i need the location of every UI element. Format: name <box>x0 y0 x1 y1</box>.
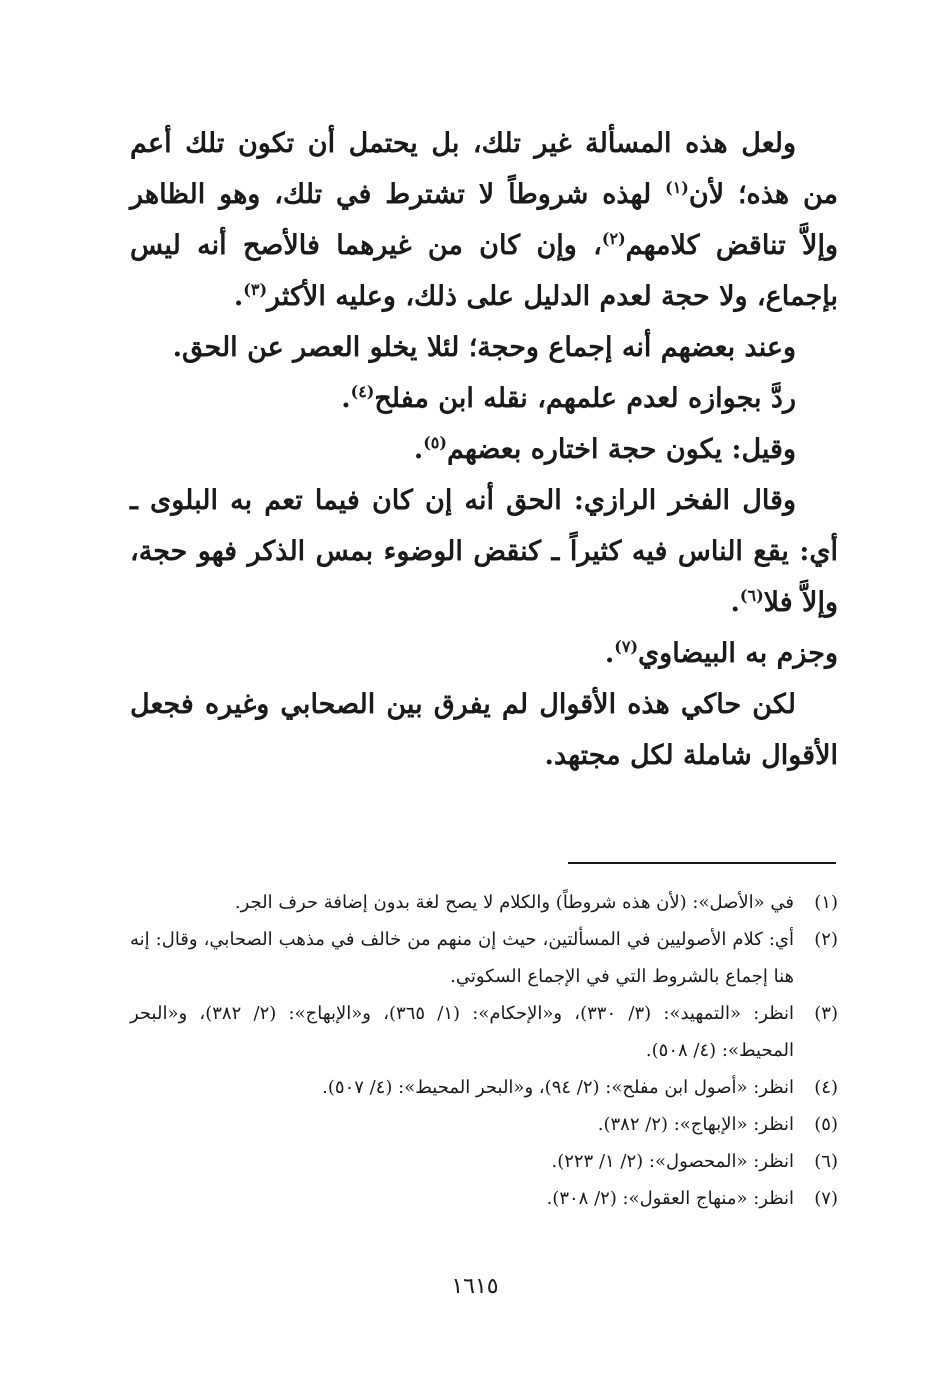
footnote-text: أي: كلام الأصوليين في المسألتين، حيث إن منهم من خالف في مذهب الصحابي، وقال: إنه هنا إجماع بالشروط التي في الإجماع السكوتي. <box>130 929 794 987</box>
footnote-number: (٧) <box>814 1188 838 1209</box>
footnote-ref-5: (٥) <box>423 433 447 452</box>
paragraph-6 <box>130 628 838 679</box>
footnote-ref-3: (٣) <box>243 280 268 299</box>
footnote-text: في «الأصل»: (لأن هذه شروطاً) والكلام لا يصح لغة بدون إضافة حرف الجر. <box>234 892 794 913</box>
footnote-ref-1: (١) <box>665 178 689 197</box>
paragraph-3-end: . <box>341 383 351 414</box>
paragraph-2: وعند بعضهم أنه إجماع وحجة؛ لئلا يخلو العصر عن الحق. <box>172 332 796 363</box>
paragraph-3-text: ردَّ بجوازه لعدم علمهم، نقله ابن مفلح <box>374 383 796 414</box>
paragraph-5 <box>130 475 838 628</box>
paragraph-1-part-1: ولعل هذه المسألة غير تلك، بل يحتمل أن تكون تلك أعم من هذه؛ لأن <box>130 128 838 210</box>
paragraph-4-text: وقيل: يكون حجة اختاره بعضهم <box>446 434 796 465</box>
paragraph-4 <box>130 424 838 475</box>
paragraph-6-text: وجزم به البيضاوي <box>638 638 838 669</box>
footnote-ref-4: (٤) <box>350 382 375 401</box>
paragraph-1-part-3: ، وإن كان من غيرهما فالأصح أنه ليس بإجماع، ولا حجة لعدم الدليل على ذلك، وعليه الأكثر <box>130 230 838 312</box>
footnote-number: (٥) <box>814 1114 838 1135</box>
footnote-ref-2: (٢) <box>601 229 626 248</box>
paragraph-6-end: . <box>604 638 615 669</box>
footnote-number: (٤) <box>814 1077 838 1098</box>
footnote-number: (٦) <box>814 1151 838 1172</box>
paragraph-5-text: وقال الفخر الرازي: الحق أنه إن كان فيما تعم به البلوى ـ أي: يقع الناس فيه كثيراً ـ كنقض الوضوء بمس الذكر فهو حجة، وإلاَّ فلا <box>130 485 838 618</box>
paragraph-1-end: . <box>233 281 244 312</box>
footnote-5 <box>130 1106 838 1143</box>
footnote-ref-6: (٦) <box>739 586 764 605</box>
footnote-text: انظر: «منهاج العقول»: (٢/ ٣٠٨). <box>546 1188 794 1209</box>
paragraph-1 <box>130 118 838 322</box>
footnote-text: انظر: «التمهيد»: (٣/ ٣٣٠)، و«الإحكام»: (١/ ٣٦٥)، و«الإبهاج»: (٢/ ٣٨٢)، و«البحر المحيط»: (٤/ ٥٠٨). <box>130 1003 794 1061</box>
page-number: ١٦١٥ <box>451 1274 499 1299</box>
footnote-3 <box>130 995 838 1069</box>
footnote-text: انظر: «الإبهاج»: (٢/ ٣٨٢). <box>597 1114 794 1135</box>
paragraph-5-end: . <box>730 587 740 618</box>
footnote-7 <box>130 1180 838 1217</box>
paragraph-7: لكن حاكي هذه الأقوال لم يفرق بين الصحابي وغيره فجعل الأقوال شاملة لكل مجتهد. <box>130 689 838 771</box>
footnote-2 <box>130 921 838 995</box>
paragraph-3 <box>130 373 838 424</box>
footnote-text: انظر: «أصول ابن مفلح»: (٢/ ٩٤)، و«البحر المحيط»: (٤/ ٥٠٧). <box>322 1077 794 1098</box>
footnote-number: (٣) <box>814 1003 838 1024</box>
footnote-6 <box>130 1143 838 1180</box>
paragraph-1-part-2: لهذه شروطاً لا تشترط في تلك، وهو الظاهر وإلاَّ تناقض كلامهم <box>130 179 838 261</box>
main-text-body <box>130 118 838 781</box>
footnote-text: انظر: «المحصول»: (٢/ ١/ ٢٢٣). <box>551 1151 794 1172</box>
paragraph-4-end: . <box>413 434 424 465</box>
footnote-4 <box>130 1069 838 1106</box>
footnotes-section <box>130 884 838 1217</box>
footnote-number: (١) <box>814 892 838 913</box>
footnote-separator <box>568 862 836 864</box>
footnote-1 <box>130 884 838 921</box>
footnote-number: (٢) <box>814 929 838 950</box>
footnote-ref-7: (٧) <box>614 637 639 656</box>
